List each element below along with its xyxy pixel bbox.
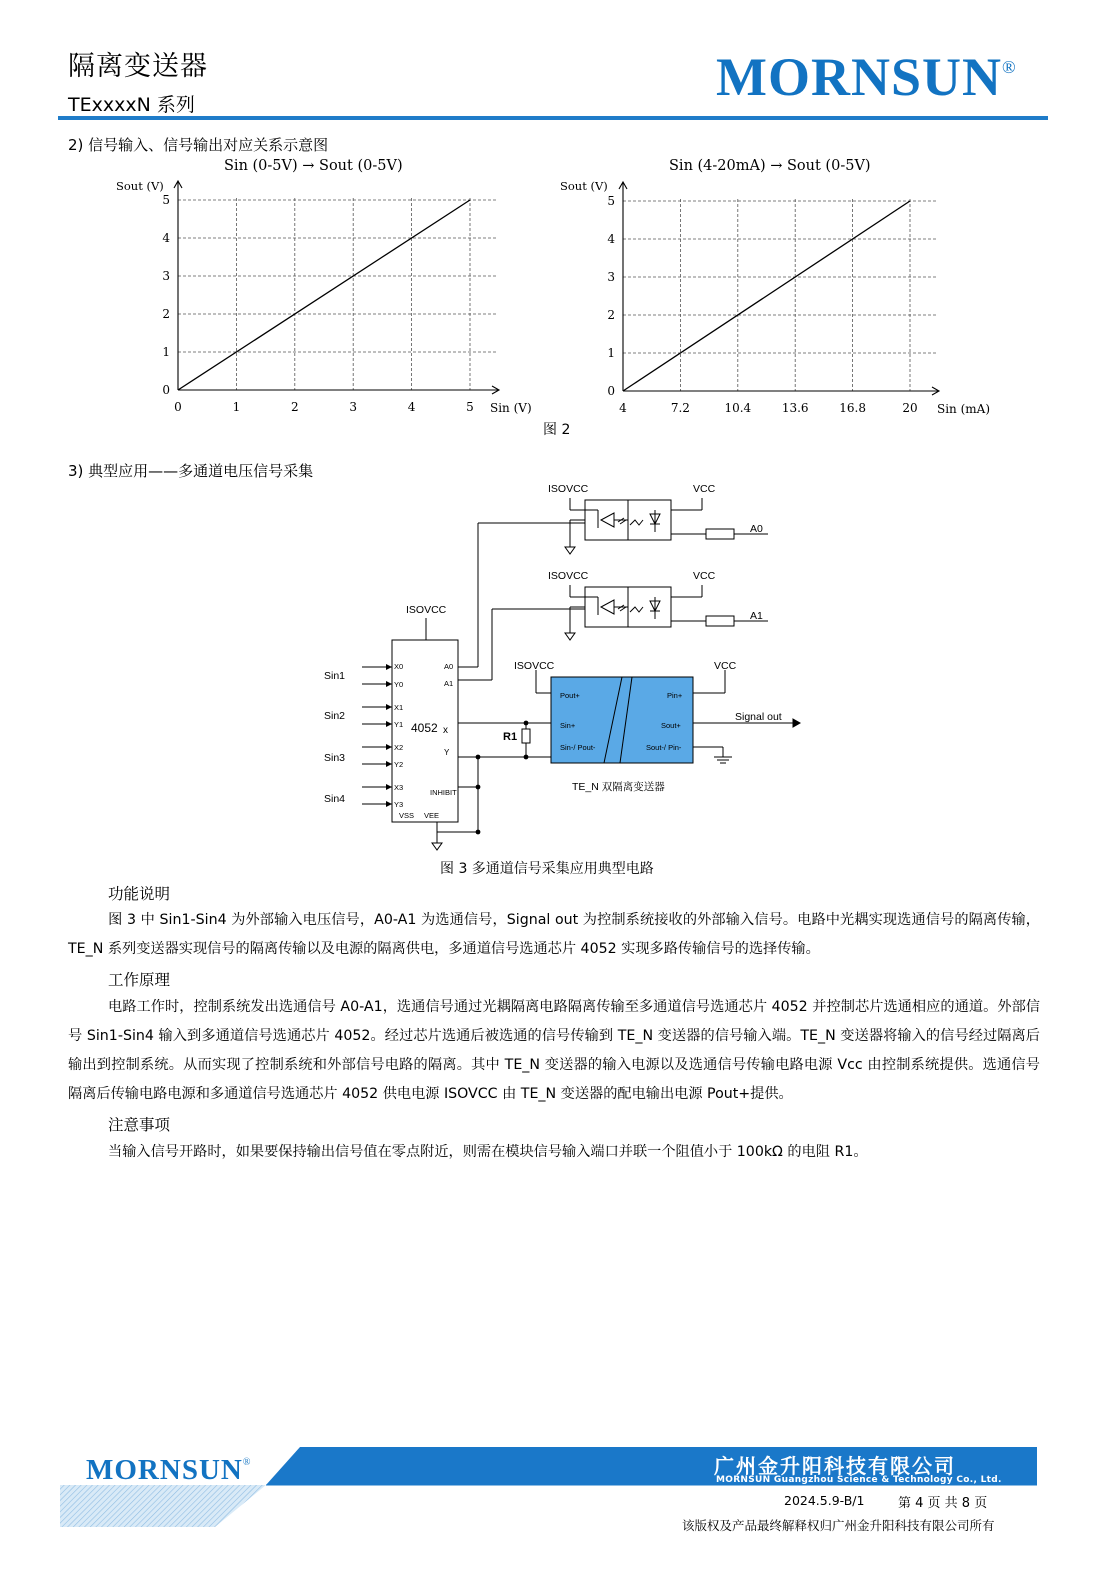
module-pin-pin: Pin+ <box>667 691 683 700</box>
x-tick-label: 5 <box>466 400 474 414</box>
y-tick-label: 0 <box>162 383 170 397</box>
y-tick-label: 0 <box>607 384 615 398</box>
footer-company-en: MORNSUN Guangzhou Science & Technology Co., Ltd. <box>716 1475 1002 1485</box>
vcc-label-module: VCC <box>714 660 737 672</box>
vcc-label-a0: VCC <box>693 483 716 495</box>
page-subtitle: TExxxxN 系列 <box>68 94 195 116</box>
pin-inhibit: INHIBIT <box>430 788 457 797</box>
registered-mark: ® <box>1002 57 1017 77</box>
module-pin-sout-plus: Sout+ <box>661 721 681 730</box>
r1-label: R1 <box>503 731 518 743</box>
chip-x-label: x <box>443 725 448 736</box>
y-tick-label: 5 <box>607 194 615 208</box>
isovcc-label-a1: ISOVCC <box>548 570 589 582</box>
pin-vee: VEE <box>424 811 440 820</box>
pin-y2: Y2 <box>394 760 404 769</box>
x-tick-label: 2 <box>290 400 299 414</box>
chip-4052-label: 4052 <box>411 721 438 735</box>
pin-x1: X1 <box>394 703 404 712</box>
y-tick-label: 2 <box>607 308 615 322</box>
principle-paragraph <box>68 993 1040 1109</box>
chart-title: Sin (4-20mA) → Sout (0-5V) <box>669 158 871 174</box>
pin-vss: VSS <box>399 811 415 820</box>
x-tick-label: 16.8 <box>839 401 866 415</box>
module-pin-pout: Pout+ <box>560 691 580 700</box>
series-line <box>623 201 910 391</box>
principle-text: 电路工作时，控制系统发出选通信号 A0-A1，选通信号通过光耦隔离电路隔离传输至多通道信号选通芯片 4052 并控制芯片选通相应的通道。外部信号 Sin1-Sin4 输入到多通道信号选通芯片 4052。经过芯片选通后被选通的信号传输到 TE_N 变送器的信号输入端。TE_N 变送器将输入的信号经过隔离后输出到控制系统。从而实现了控制系统和外部信号电路的隔离。其中 TE_N 变送器的输入电源以及选通信号传输电路电源 Vcc 由控制系统提供。选通信号隔离后传输电路电源和多通道信号选通芯片 4052 供电电源 ISOVCC 由 TE_N 变送器的配电输出电源 Pout+提供。 <box>68 999 1040 1102</box>
y-tick-label: 2 <box>162 307 170 321</box>
pin-a0: A0 <box>444 662 454 671</box>
pin-y1: Y1 <box>394 720 404 729</box>
y-tick-label: 3 <box>162 269 170 283</box>
footer-copyright: 该版权及产品最终解释权归广州金升阳科技有限公司所有 <box>682 1518 995 1533</box>
module-name-label: TE_N 双隔离变送器 <box>572 781 665 793</box>
module-pin-sout-minus: Sout-/ Pin- <box>646 743 682 752</box>
footer-logo <box>86 1454 251 1487</box>
figure2-caption: 图 2 <box>543 422 571 438</box>
principle-heading: 工作原理 <box>108 971 171 989</box>
x-axis-label: Sin (mA) <box>937 402 991 416</box>
function-heading: 功能说明 <box>108 885 171 903</box>
pin-x2: X2 <box>394 743 404 752</box>
footer-date: 2024.5.9-B/1 <box>784 1493 865 1508</box>
isovcc-label-chip: ISOVCC <box>406 604 447 616</box>
footer-logo-text: MORNSUN <box>86 1454 243 1486</box>
y-tick-label: 4 <box>162 231 170 245</box>
module-pin-sin-minus: Sin-/ Pout- <box>560 743 596 752</box>
y-tick-label: 4 <box>607 232 615 246</box>
y-axis-label: Sout (V) <box>560 179 608 193</box>
notes-text: 当输入信号开路时，如果要保持输出信号值在零点附近，则需在模块信号输入端口并联一个阻值小于 100kΩ 的电阻 R1。 <box>108 1144 868 1160</box>
a1-label: A1 <box>750 610 763 622</box>
sin3-label: Sin3 <box>324 752 346 764</box>
signal-out-label: Signal out <box>735 711 782 723</box>
chip-y-label: Y <box>444 748 450 757</box>
x-tick-label: 0 <box>174 400 182 414</box>
vcc-label-a1: VCC <box>693 570 716 582</box>
chart-title: Sin (0-5V) → Sout (0-5V) <box>224 158 403 174</box>
notes-heading: 注意事项 <box>108 1116 171 1134</box>
pin-y0: Y0 <box>394 680 404 689</box>
isovcc-label-module: ISOVCC <box>514 660 555 672</box>
notes-paragraph <box>68 1138 1040 1167</box>
figure3-caption: 图 3 多通道信号采集应用典型电路 <box>440 861 654 877</box>
x-tick-label: 3 <box>349 400 358 414</box>
sin2-label: Sin2 <box>324 710 346 722</box>
x-tick-label: 20 <box>902 401 918 415</box>
y-tick-label: 1 <box>607 346 615 360</box>
y-tick-label: 1 <box>162 345 170 359</box>
module-pin-sin-plus: Sin+ <box>560 721 576 730</box>
a0-label: A0 <box>750 523 763 535</box>
logo-text: MORNSUN <box>716 47 1002 107</box>
x-tick-label: 4 <box>407 400 416 414</box>
page-title: 隔离变送器 <box>68 51 208 82</box>
figure3-schematic <box>0 470 1111 860</box>
pin-x0: X0 <box>394 662 404 671</box>
header-rule <box>58 116 1048 120</box>
x-tick-label: 7.2 <box>670 401 690 415</box>
y-tick-label: 3 <box>607 270 615 284</box>
footer-company-cn: 广州金升阳科技有限公司 <box>714 1454 956 1478</box>
x-axis-label: Sin (V) <box>490 401 532 415</box>
pin-a1: A1 <box>444 679 454 688</box>
footer-page-number: 第 4 页 共 8 页 <box>898 1496 988 1511</box>
chart-sin-voltage <box>116 158 532 415</box>
x-tick-label: 13.6 <box>781 401 809 415</box>
y-axis-label: Sout (V) <box>116 179 164 193</box>
footer-registered-mark: ® <box>242 1457 252 1468</box>
sin1-label: Sin1 <box>324 670 346 682</box>
function-text: 图 3 中 Sin1-Sin4 为外部输入电压信号，A0-A1 为选通信号，Signal out 为控制系统接收的外部输入信号。电路中光耦实现选通信号的隔离传输，TE_N 系列变送器实现信号的隔离传输以及电源的隔离供电，多通道信号选通芯片 4052 实现多路传输信号的选择传输。 <box>68 912 1040 957</box>
series-line <box>178 200 470 390</box>
isovcc-label-a0: ISOVCC <box>548 483 589 495</box>
function-paragraph <box>68 906 1040 964</box>
section2-heading: 2) 信号输入、信号输出对应关系示意图 <box>68 136 329 154</box>
chart-sin-current <box>560 158 990 416</box>
mornsun-logo <box>716 47 1017 107</box>
section3-heading: 3) 典型应用——多通道电压信号采集 <box>68 462 314 480</box>
x-tick-label: 10.4 <box>724 401 752 415</box>
y-tick-label: 5 <box>162 193 170 207</box>
x-tick-label: 4 <box>619 401 627 415</box>
pin-y3: Y3 <box>394 800 404 809</box>
sin4-label: Sin4 <box>324 793 346 805</box>
x-tick-label: 1 <box>232 400 241 414</box>
figure2-charts <box>0 150 1111 440</box>
pin-x3: X3 <box>394 783 404 792</box>
